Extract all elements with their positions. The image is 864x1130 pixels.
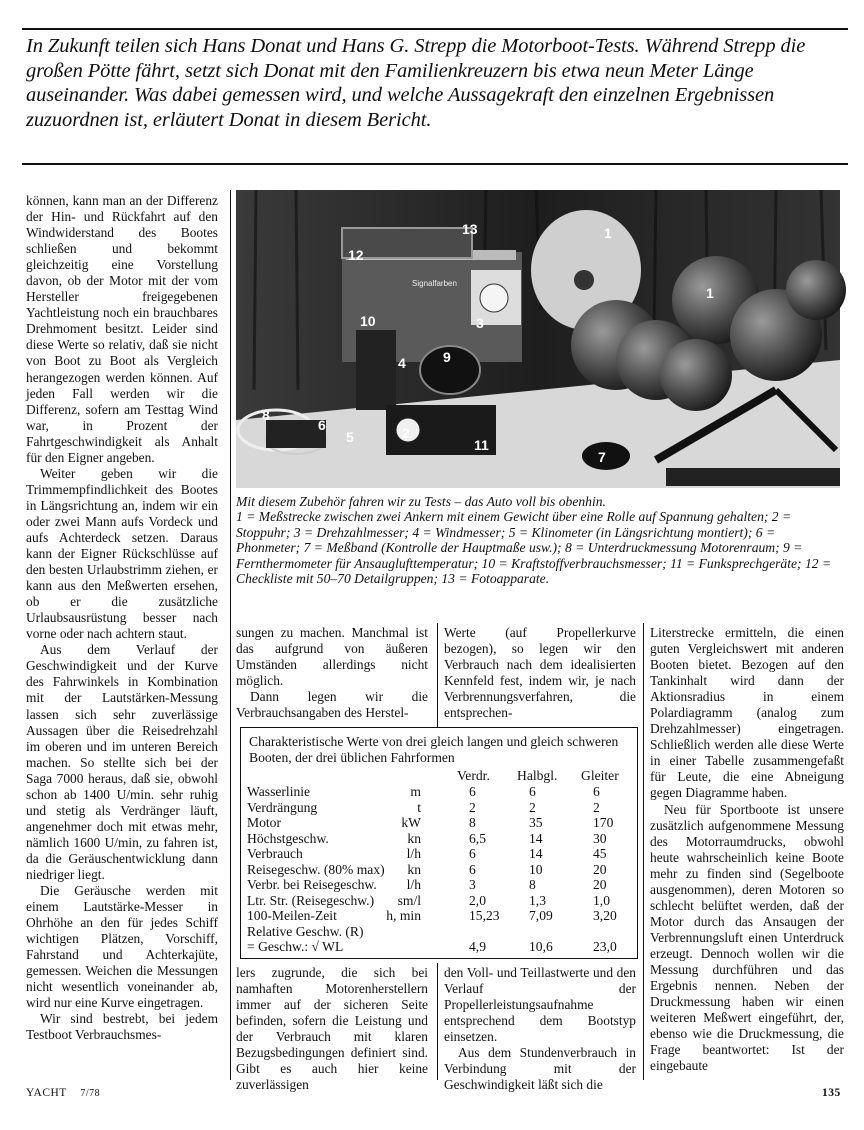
table-cell: 6 (469, 846, 476, 861)
table-cell: 6 (593, 784, 600, 799)
table-row-unit: l/h (406, 877, 421, 892)
caption-title: Mit diesem Zubehör fahren wir zu Tests – das Auto voll bis obenhin. (236, 494, 606, 509)
table-row-label: 100-Meilen-Zeit (247, 908, 337, 923)
column-divider-2 (437, 623, 438, 727)
table-cell: 4,9 (469, 939, 486, 954)
table-header-cell: Verdr. (457, 768, 490, 783)
col2-top-paragraph: Dann legen wir die Verbrauchsangaben des Herstel- (236, 689, 428, 721)
photo-label-3: 3 (476, 315, 484, 331)
table-cell: 45 (593, 846, 607, 861)
table-cell: 3,20 (593, 908, 617, 923)
photo-label-10: 10 (360, 313, 376, 329)
table-row-label: Wasserlinie (247, 784, 311, 799)
col1-paragraph: Die Geräusche werden mit einem Lautstärke-Messer in Ohrhöhe an den für jedes Schiff wichtigen Plätzen, Vorschiff, Fahrstand und Achterkajüte, gemessen. Weichen die Messungen nicht wesentlich voneinander ab, wird nur eine Kurve eingetragen. (26, 883, 218, 1011)
table-cell: 7,09 (529, 908, 553, 923)
table-cell: 20 (593, 877, 607, 892)
photo-label-1: 1 (706, 285, 714, 301)
table-row (247, 862, 635, 878)
table-row-label: Verdrängung (247, 799, 318, 815)
table-cell: 35 (529, 815, 543, 830)
table-row (247, 800, 635, 816)
table-row (247, 815, 635, 831)
table-cell: 2 (529, 799, 536, 815)
table-cell: 14 (529, 830, 543, 846)
table-row-label: Motor (247, 815, 281, 830)
photo-label-6: 6 (318, 417, 326, 433)
column-1 (26, 193, 218, 1083)
table-row-label: Verbr. bei Reisegeschw. (247, 877, 377, 892)
table-cell: 23,0 (593, 939, 617, 954)
table-row (247, 924, 635, 940)
table-cell: 1,3 (529, 892, 546, 908)
table-row (247, 831, 635, 847)
col1-paragraph: können, kann man an der Differenz der Hin- und Rückfahrt auf den Windwiderstand des Bootes schließen und bekommt gleichzeitig eine Vorstellung davon, ob der Motor mit der vom Hersteller freigegebenen Yachtleistung noch ein brauchbares Drehmoment besitzt. Leider sind diese Werte so relativ, daß sie nicht von Boot zu Boot als Vergleich herangezogen werden können. Auf jeden Fall werden wir die Differenz, sofern am Testtag Wind war, in Prozent der Fahrtgeschwindigkeit als Anhalt für den Eigner angeben. (26, 193, 218, 465)
col1-paragraph: Weiter geben wir die Trimmempfindlichkeit des Bootes in Längsrichtung an, indem wir ein oder zwei Mann aufs Vordeck und aufs Achterdeck setzen. Daraus kann der Eigner Rückschlüsse auf den besten Urlaubstrimm ziehen, er kann aus den Meßwerten ersehen, ob er die zusätzliche Urlaubsausrüstung besser nach vorne oder nach achtern staut. (26, 465, 218, 642)
photo-label-5: 5 (346, 429, 354, 445)
photo-label-8: 8 (262, 407, 270, 423)
table-row-unit: kW (401, 815, 421, 830)
table-cell: 1,0 (593, 892, 610, 908)
table-row-label: = Geschw.: √ WL (247, 939, 344, 954)
table-cell: 8 (469, 815, 476, 830)
table-row-label: Relative Geschw. (R) (247, 923, 364, 939)
table-row-unit: l/h (406, 846, 421, 861)
table-cell: 15,23 (469, 908, 500, 923)
table-row (247, 908, 635, 924)
photo-label-9: 9 (443, 349, 451, 365)
table-cell: 14 (529, 846, 543, 861)
values-table (240, 727, 638, 959)
column-divider-3 (643, 623, 644, 1080)
lead-paragraph: In Zukunft teilen sich Hans Donat und Hans G. Strepp die Motorboot-Tests. Während Strepp die großen Pötte fährt, setzt sich Donat mit den Familienkreuzern bis etwa neun Meter Länge auseinander. Was dabei gemessen wird, und welche Aussagekraft den einzelnen Ergebnissen zuzuordnen ist, erläutert Donat in diesem Bericht. (26, 35, 806, 131)
table-row (247, 877, 635, 893)
top-rule (22, 28, 848, 30)
table-cell: 30 (593, 830, 607, 846)
column-divider-2b (437, 963, 438, 1080)
equipment-photo (236, 190, 840, 488)
col3-bottom-paragraph: den Voll- und Teillastwerte und den Verlauf der Propellerleistungsaufnahme entsprechend dem Bootstyp einsetzen. (444, 965, 636, 1045)
footer-magazine (26, 1087, 100, 1099)
table-row-label: Reisegeschw. (80% max) (247, 861, 385, 877)
table-row-label: Höchstgeschw. (247, 830, 329, 846)
table-row (247, 939, 635, 955)
table-header-cell: Gleiter (581, 768, 619, 783)
column-2-bottom (236, 965, 428, 1093)
col3-top-paragraph: Werte (auf Propellerkurve bezogen), so legen wir den Verbrauch nach dem idealisierten Kennfeld fest, indem wir, je nach Verbrennungsverfahren, die entsprechen- (444, 625, 636, 721)
table-row-unit: h, min (386, 908, 421, 923)
table-cell: 170 (593, 815, 614, 830)
footer-issue: 7/78 (80, 1088, 101, 1099)
table-row-label: Ltr. Str. (Reisegeschw.) (247, 892, 375, 908)
table-cell: 10,6 (529, 939, 553, 954)
column-divider-1 (230, 190, 231, 1080)
table-row (247, 846, 635, 862)
table-row-unit: kn (407, 861, 421, 877)
photo-label-7: 7 (598, 449, 606, 465)
photo-sign-text: Signalfarben (412, 279, 457, 288)
column-4 (650, 625, 844, 1085)
column-2-top (236, 625, 428, 725)
table-cell: 2 (593, 799, 600, 815)
col4-paragraph: Neu für Sportboote ist unsere zusätzlich aufgenommene Messung des Motorraumdrucks, obwohl heute wahrscheinlich keine Boote mehr zu finden sind (Segelboote ausgenommen), deren Motoren so schlecht belüftet werden, daß der Motor durch das Ansaugen der Verbrennungsluft einen Unterdruck erzeugt. Dennoch wollen wir die Messung durchführen und das Ergebnis nennen. Neben der Druckmessung haben wir einen weiteren Meßwert eingeführt, der, ebenso wie die Druckmessung, die Frage beantwortet: Ist der eingebaute (650, 801, 844, 1074)
table-cell: 3 (469, 877, 476, 892)
table-cell: 6 (469, 784, 476, 799)
table-cell: 10 (529, 861, 543, 877)
col3-bottom-paragraph: Aus dem Stundenverbrauch in Verbindung mit der Geschwindigkeit läßt sich die (444, 1045, 636, 1093)
photo-caption (236, 494, 840, 586)
footer-page-number: 135 (822, 1087, 841, 1099)
table-row-unit: sm/l (397, 892, 421, 908)
photo-label-13: 13 (462, 221, 478, 237)
photo-label-2: 2 (402, 425, 410, 441)
column-3-bottom (444, 965, 636, 1093)
col2-bottom-paragraph: lers zugrunde, die sich bei namhaften Motorenherstellern immer auf der sicheren Seite befinden, sofern die Leistung und der Verbrauch mit klaren Bezugsbedingungen definiert sind. Gibt es auch hier keine zuverlässigen (236, 965, 428, 1093)
photo-label-1: 1 (604, 225, 612, 241)
table-row-label: Verbrauch (247, 846, 303, 861)
table-row-unit: kn (407, 830, 421, 846)
lead-bottom-rule (22, 163, 848, 165)
photo-label-11: 11 (474, 437, 489, 453)
table-caption: Charakteristische Werte von drei gleich langen und gleich schweren Booten, der drei üblichen Fahrformen (249, 734, 619, 765)
footer-magazine-name: YACHT (26, 1087, 67, 1099)
table-cell: 8 (529, 877, 536, 892)
table-cell: 6 (529, 784, 536, 799)
table-cell: 6 (469, 861, 476, 877)
table-row (247, 784, 635, 800)
column-3-top (444, 625, 636, 725)
photo-label-4: 4 (398, 355, 406, 371)
photo-label-12: 12 (348, 247, 364, 263)
table-cell: 2,0 (469, 892, 486, 908)
col1-paragraph: Aus dem Verlauf der Geschwindigkeit und der Kurve des Fahrwinkels in Kombination mit der Lautstärken-Messung lassen sich sehr zuverlässige Aussagen über die Reisedrehzahl im oberen und im unteren Bereich machen. So stellte sich bei der Saga 7000 heraus, daß sie, obwohl schon ab 1400 U/min. sehr ruhig und stetig als Verdränger läuft, angenehmer doch mit etwas mehr, nämlich 1600 U/min, zu fahren ist, da die Geräuschentwicklung dann niedriger liegt. (26, 642, 218, 882)
table-row (247, 893, 635, 909)
col1-paragraph: Wir sind bestrebt, bei jedem Testboot Verbrauchsmes- (26, 1011, 218, 1043)
col4-paragraph: Literstrecke ermitteln, die einen guten Vergleichswert mit anderen Booten bietet. Bezogen auf den Tankinhalt wird dann der Aktionsradius in einem Polardiagramm (analog zum Drehzahlmesser) eingetragen. Schließlich werden alle diese Werte in einer Tabelle zusammengefaßt für Leute, die eine Abneigung gegen Diagramme haben. (650, 625, 844, 801)
caption-legend: 1 = Meßstrecke zwischen zwei Ankern mit einem Gewicht über eine Rolle auf Spannung gehalten; 2 = Stoppuhr; 3 = Drehzahlmesser; 4 = Windmesser; 5 = Klinometer (in Längsrichtung montiert); 6 = Phonmeter; 7 = Meßband (Kontrolle der Hauptmaße usw.); 8 = Unterdruckmessung Motorenraum; 9 = Fernthermometer für Ansauglufttemperatur; 10 = Kraftstoffverbrauchsmesser; 11 = Funksprechgeräte; 12 = Checkliste mit 50–70 Detailgruppen; 13 = Fotoapparate. (236, 509, 832, 587)
table-cell: 20 (593, 861, 607, 877)
col2-top-paragraph: sungen zu machen. Manchmal ist das aufgrund von äußeren Umständen allerdings nicht möglich. (236, 625, 428, 689)
table-row-unit: m (410, 784, 421, 799)
table-cell: 6,5 (469, 830, 486, 846)
table-row-unit: t (417, 799, 421, 815)
table-header-cell: Halbgl. (517, 768, 558, 783)
table-cell: 2 (469, 799, 476, 815)
